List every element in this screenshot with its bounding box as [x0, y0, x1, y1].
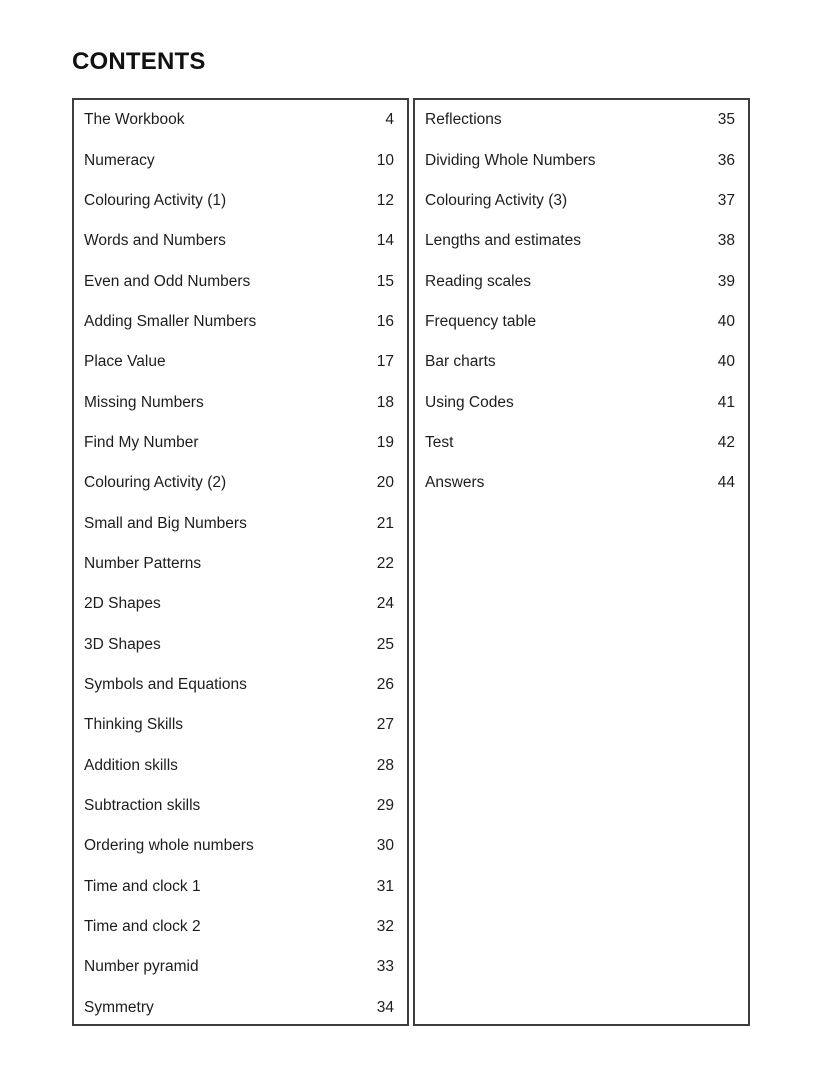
toc-entry [84, 503, 394, 543]
toc-entry-label: Reflections [425, 111, 502, 129]
toc-entry-label: Bar charts [425, 353, 496, 371]
toc-entry [84, 181, 394, 221]
toc-entry-label: Thinking Skills [84, 716, 184, 734]
toc-entry-page: 4 [385, 111, 394, 129]
toc-entry [84, 261, 394, 301]
toc-entry [425, 140, 735, 180]
toc-entry-page: 17 [376, 353, 394, 371]
toc-entry-label: Frequency table [425, 312, 537, 330]
toc-entry-label: Reading scales [425, 272, 531, 290]
page-title: CONTENTS [72, 48, 206, 75]
toc-entry [84, 867, 394, 907]
toc-entry [84, 221, 394, 261]
toc-entry-label: 3D Shapes [84, 635, 161, 653]
toc-entry-label: Time and clock 2 [84, 918, 201, 936]
toc-entry-page: 20 [376, 474, 394, 492]
toc-entry [425, 181, 735, 221]
toc-entry-page: 12 [376, 191, 394, 209]
toc-entry [84, 584, 394, 624]
toc-entry-label: Lengths and estimates [425, 232, 581, 250]
toc-entry [84, 746, 394, 786]
toc-entry-page: 44 [717, 474, 735, 492]
toc-entry-label: Answers [425, 474, 485, 492]
toc-entry-page: 18 [376, 393, 394, 411]
toc-entry [84, 100, 394, 140]
toc-entry-label: Addition skills [84, 756, 178, 774]
toc-entry-page: 16 [376, 312, 394, 330]
toc-entry-page: 25 [376, 635, 394, 653]
toc-entry [84, 786, 394, 826]
toc-entry-label: Colouring Activity (2) [84, 474, 227, 492]
toc-entry-label: Even and Odd Numbers [84, 272, 251, 290]
toc-entry-label: Number Patterns [84, 554, 202, 572]
toc-entry-page: 40 [717, 353, 735, 371]
toc-entry [84, 544, 394, 584]
toc-entry-label: Number pyramid [84, 958, 199, 976]
toc-entry-page: 31 [376, 877, 394, 895]
toc-entry-page: 24 [376, 595, 394, 613]
toc-entry [84, 463, 394, 503]
toc-entry-page: 42 [717, 433, 735, 451]
toc-entry-label: The Workbook [84, 111, 185, 129]
toc-entry [425, 261, 735, 301]
toc-entry-page: 38 [717, 232, 735, 250]
toc-entry-label: Symbols and Equations [84, 675, 247, 693]
toc-entry-page: 21 [376, 514, 394, 532]
toc-entry-page: 39 [717, 272, 735, 290]
toc-column-right [413, 98, 750, 1026]
toc-entry [84, 302, 394, 342]
toc-entry [425, 221, 735, 261]
toc-entry [84, 705, 394, 745]
toc-entry-page: 14 [376, 232, 394, 250]
toc-entry-label: Words and Numbers [84, 232, 226, 250]
toc-entry [425, 100, 735, 140]
toc-entry-page: 19 [376, 433, 394, 451]
toc-entry-page: 26 [376, 675, 394, 693]
toc-entry-page: 35 [717, 111, 735, 129]
toc-entry-label: Missing Numbers [84, 393, 204, 411]
toc-entry-label: Colouring Activity (3) [425, 191, 568, 209]
toc-entry-page: 40 [717, 312, 735, 330]
toc-entry [84, 342, 394, 382]
toc-entry-label: Colouring Activity (1) [84, 191, 227, 209]
toc-entry-label: 2D Shapes [84, 595, 161, 613]
toc-entry [84, 423, 394, 463]
toc-entry-label: Subtraction skills [84, 797, 201, 815]
toc-entry-label: Symmetry [84, 998, 154, 1016]
toc-entry-label: Numeracy [84, 151, 155, 169]
toc-entry-page: 28 [376, 756, 394, 774]
toc-entry-page: 34 [376, 998, 394, 1016]
toc-entry [84, 140, 394, 180]
toc-entry-page: 33 [376, 958, 394, 976]
toc-entry [84, 907, 394, 947]
toc-entry-label: Place Value [84, 353, 166, 371]
toc-column-left [72, 98, 409, 1026]
toc-entry [425, 302, 735, 342]
toc-entry-page: 37 [717, 191, 735, 209]
toc-entry [84, 624, 394, 664]
toc-entry-label: Find My Number [84, 433, 199, 451]
toc-entry [425, 382, 735, 422]
toc-entry [425, 342, 735, 382]
toc-entry-label: Ordering whole numbers [84, 837, 254, 855]
toc-entry-page: 29 [376, 797, 394, 815]
toc-entry-page: 15 [376, 272, 394, 290]
toc-entry [84, 826, 394, 866]
toc-entry-page: 22 [376, 554, 394, 572]
toc-entry [425, 463, 735, 503]
toc-entry-label: Dividing Whole Numbers [425, 151, 596, 169]
toc-entry [84, 947, 394, 987]
toc-entry-label: Test [425, 433, 454, 451]
toc-entry-page: 27 [376, 716, 394, 734]
toc-table [72, 98, 750, 1026]
toc-entry-page: 36 [717, 151, 735, 169]
toc-entry [425, 423, 735, 463]
toc-entry [84, 988, 394, 1026]
toc-entry-page: 30 [376, 837, 394, 855]
toc-entry-label: Time and clock 1 [84, 877, 201, 895]
toc-entry [84, 382, 394, 422]
toc-entry-page: 41 [717, 393, 735, 411]
toc-entry-label: Using Codes [425, 393, 514, 411]
toc-entry-label: Adding Smaller Numbers [84, 312, 257, 330]
toc-entry-page: 32 [376, 918, 394, 936]
toc-entry-label: Small and Big Numbers [84, 514, 247, 532]
toc-entry [84, 665, 394, 705]
toc-entry-page: 10 [376, 151, 394, 169]
